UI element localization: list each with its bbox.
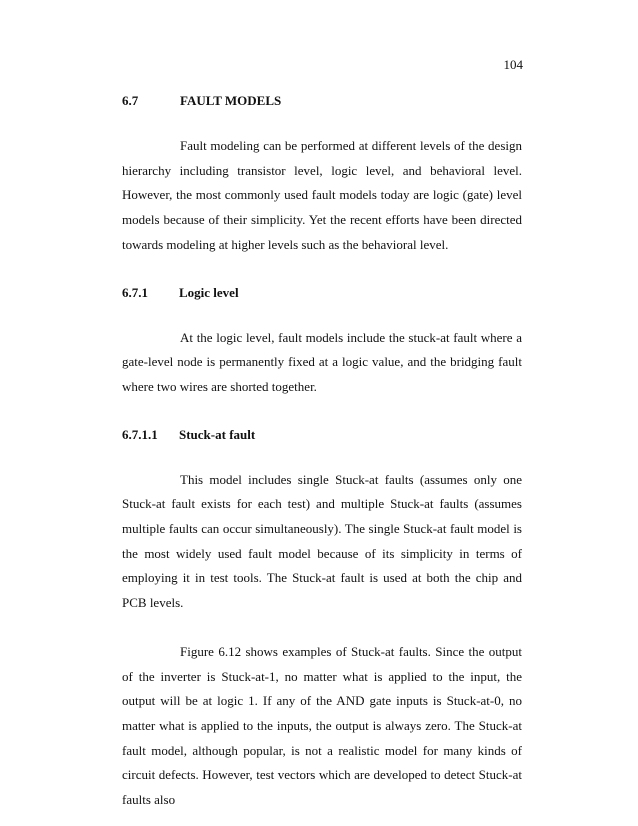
section-number: 6.7.1 [122, 284, 148, 300]
section-title: Logic level [179, 284, 239, 300]
paragraph-logic-level: At the logic level, fault models include the stuck-at fault where a gate-level node is permanently fixed at a logic value, and the bridging fault where two wires are shorted together. [122, 329, 522, 394]
section-number: 6.7 [122, 93, 139, 108]
section-heading-stuck-at-fault [122, 423, 522, 447]
section-number: 6.7.1.1 [122, 426, 158, 442]
section-heading-fault-models [122, 89, 522, 113]
page-number: 104 [503, 57, 523, 72]
paragraph-figure-examples: Figure 6.12 shows examples of Stuck-at faults. Since the output of the inverter is Stuck-at-1, no matter what is applied to the input, the output will be at logic 1. If any of the AND gate inputs is Stuck-at-0, no matter what is applied to the inputs, the output is always zero. The Stuck-at fault model, although popular, is not a realistic model for many kinds of circuit defects. However, test vectors which are developed to detect Stuck-at faults also [122, 643, 522, 808]
section-heading-logic-level [122, 281, 522, 305]
section-title: FAULT MODELS [180, 93, 282, 108]
paragraph-fault-modeling: Fault modeling can be performed at different levels of the design hierarchy including transistor level, logic level, and behavioral level. However, the most commonly used fault models today are logic (gate) level models because of their simplicity. Yet the recent efforts have been directed towards modeling at higher levels such as the behavioral level. [122, 138, 522, 252]
page-content [122, 89, 522, 813]
paragraph-stuck-at-model: This model includes single Stuck-at faults (assumes only one Stuck-at fault exists for each test) and multiple Stuck-at faults (assumes multiple faults can occur simultaneously). The single Stuck-at fault model is the most widely used fault model because of its simplicity in terms of employing it in test tools. The Stuck-at fault is used at both the chip and PCB levels. [122, 471, 522, 611]
section-title: Stuck-at fault [179, 426, 256, 442]
